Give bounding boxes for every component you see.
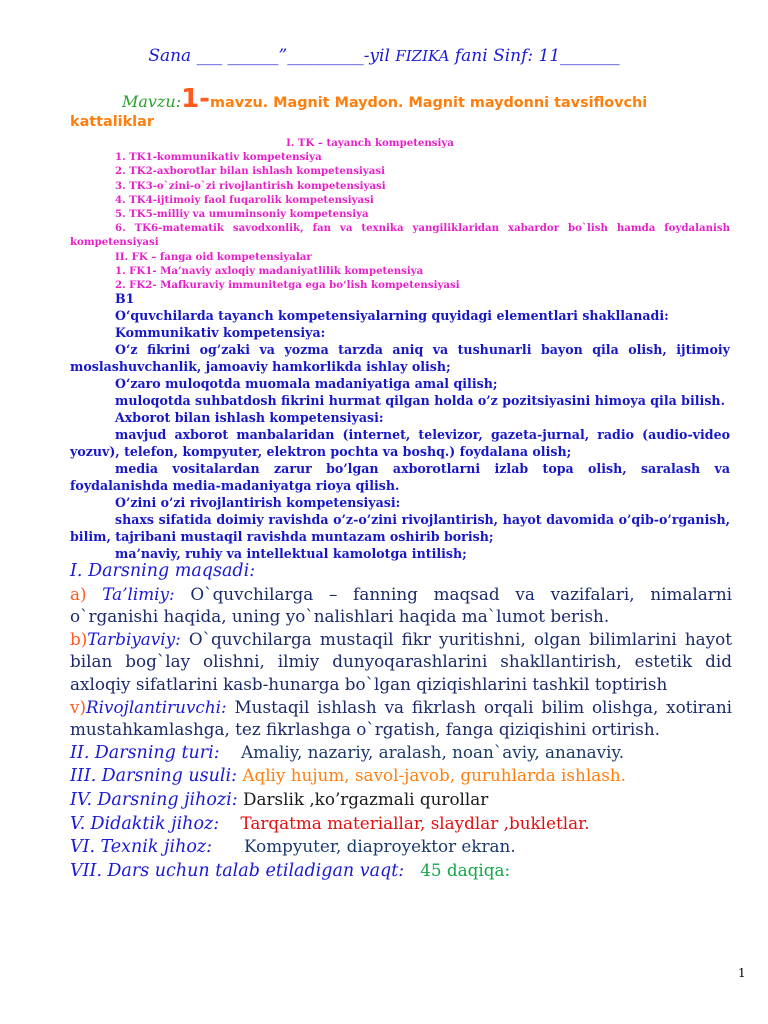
b1-subheading: Kommunikativ kompetensiya:	[115, 325, 326, 340]
lesson-equipment: IV. Darsning jihozi: Darslik ,ko’rgazmali qurollar	[70, 788, 489, 810]
fk-item: 2. FK2- Mafkuraviy immunitetga ega bo‘lish kompetensiyasi	[115, 279, 460, 292]
tk-heading: I. TK – tayanch kompetensiya	[286, 137, 454, 149]
lesson-plan	[70, 560, 732, 882]
tk-item: 4. TK4-ijtimoiy faol fuqarolik kompetensiyasi	[115, 193, 374, 206]
competencies-list	[70, 136, 730, 292]
topic-title-continuation: kattaliklar	[70, 114, 154, 130]
b1-paragraph: O‘zaro muloqotda muomala madaniyatiga amal qilish;	[115, 376, 498, 391]
class-field: fani Sinf: 11_______	[454, 46, 620, 66]
subject-name: FIZIKA	[395, 47, 450, 65]
b1-paragraph: shaxs sifatida doimiy ravishda o’z-o’zini rivojlantirish, hayot davomida o’qib-o’rganish, bilim, tajribani mustaqil ravishda muntazam oshirib borish;	[70, 512, 730, 544]
lesson-technical: VI. Texnik jihoz: Kompyuter, diaproyektor ekran.	[70, 836, 516, 858]
b1-paragraph: O‘z fikrini og’zaki va yozma tarzda aniq va tushunarli bayon qila olish, ijtimoiy moslashuvchanlik, jamoaviy hamkorlikda ishlay olish;	[70, 342, 730, 374]
lesson-method: III. Darsning usuli: Aqliy hujum, savol-javob, guruhlarda ishlash.	[70, 765, 626, 787]
goal-heading: I. Darsning maqsadi:	[70, 561, 256, 581]
b1-label: B1	[115, 291, 135, 306]
goal-upbringing: b)Tarbiyaviy: O`quvchilarga mustaqil fikr yuritishni, olgan bilimlarini hayot bilan bog`lay olishni, ilmiy dunyoqarashlarini shakllantirish, estetik did axloqiy sifatlarini kasb-hunarga bo`lgan qiziqishlarini tashkil toptirish	[70, 628, 732, 694]
topic-block	[70, 84, 730, 130]
lesson-time: VII. Dars uchun talab etiladigan vaqt: 45 daqiqa:	[70, 859, 511, 881]
b1-subheading: O’zini o’zi rivojlantirish kompetensiyasi:	[115, 495, 401, 510]
b1-paragraph: media vositalardan zarur bo’lgan axborotlarni izlab topa olish, saralash va foydalanishda media-madaniyatga rioya qilish.	[70, 461, 730, 493]
page-number: 1	[738, 966, 746, 980]
topic-label: Mavzu:	[122, 92, 182, 111]
tk-item: 6. TK6-matematik savodxonlik, fan va texnika yangiliklaridan xabardor bo`lish hamda foydalanish kompetensiyasi	[70, 222, 730, 249]
b1-section	[70, 290, 730, 562]
tk-item: 2. TK2-axborotlar bilan ishlash kompetensiyasi	[115, 165, 385, 178]
fk-heading: II. FK – fanga oid kompetensiyalar	[115, 250, 312, 263]
fk-item: 1. FK1- Ma’naviy axloqiy madaniyatlilik kompetensiya	[115, 264, 424, 277]
date-class-header	[0, 45, 768, 67]
tk-item: 3. TK3-o`zini-o`zi rivojlantirish kompetensiyasi	[115, 179, 386, 192]
goal-developmental: v)Rivojlantiruvchi: Mustaqil ishlash va fikrlash orqali bilim olishga, xotirani mustahkamlashga, tez fikrlashga o`rgatish, fanga qiziqishini ortirish.	[70, 696, 732, 740]
b1-subheading: Axborot bilan ishlash kompetensiyasi:	[115, 410, 384, 425]
date-field: Sana ___ ______”_________-yil	[148, 46, 390, 66]
b1-paragraph: mavjud axborot manbalaridan (internet, televizor, gazeta-jurnal, radio (audio-video yozuv), telefon, kompyuter, elektron pochta va boshq.) foydalana olish;	[70, 427, 730, 459]
b1-paragraph: O‘quvchilarda tayanch kompetensiyalarning quyidagi elementlari shakllanadi:	[115, 308, 669, 323]
lesson-type: II. Darsning turi: Amaliy, nazariy, aralash, noan`aviy, ananaviy.	[70, 741, 625, 763]
topic-number: 1-	[181, 84, 210, 114]
topic-title: mavzu. Magnit Maydon. Magnit maydonni tavsiflovchi	[209, 95, 648, 111]
b1-paragraph: ma’naviy, ruhiy va intellektual kamolotga intilish;	[115, 546, 467, 561]
b1-paragraph: muloqotda suhbatdosh fikrini hurmat qilgan holda o’z pozitsiyasini himoya qila bilish.	[115, 393, 725, 408]
goal-educational: a) Ta’limiy: O`quvchilarga – fanning maqsad va vazifalari, nimalarni o`rganishi haqida, uning yo`nalishlari haqida ma`lumot berish.	[70, 583, 732, 627]
tk-item: 5. TK5-milliy va umuminsoniy kompetensiya	[115, 208, 369, 221]
lesson-didactic: V. Didaktik jihoz: Tarqatma materiallar, slaydlar ,bukletlar.	[70, 812, 590, 834]
tk-item: 1. TK1-kommunikativ kompetensiya	[115, 151, 322, 164]
